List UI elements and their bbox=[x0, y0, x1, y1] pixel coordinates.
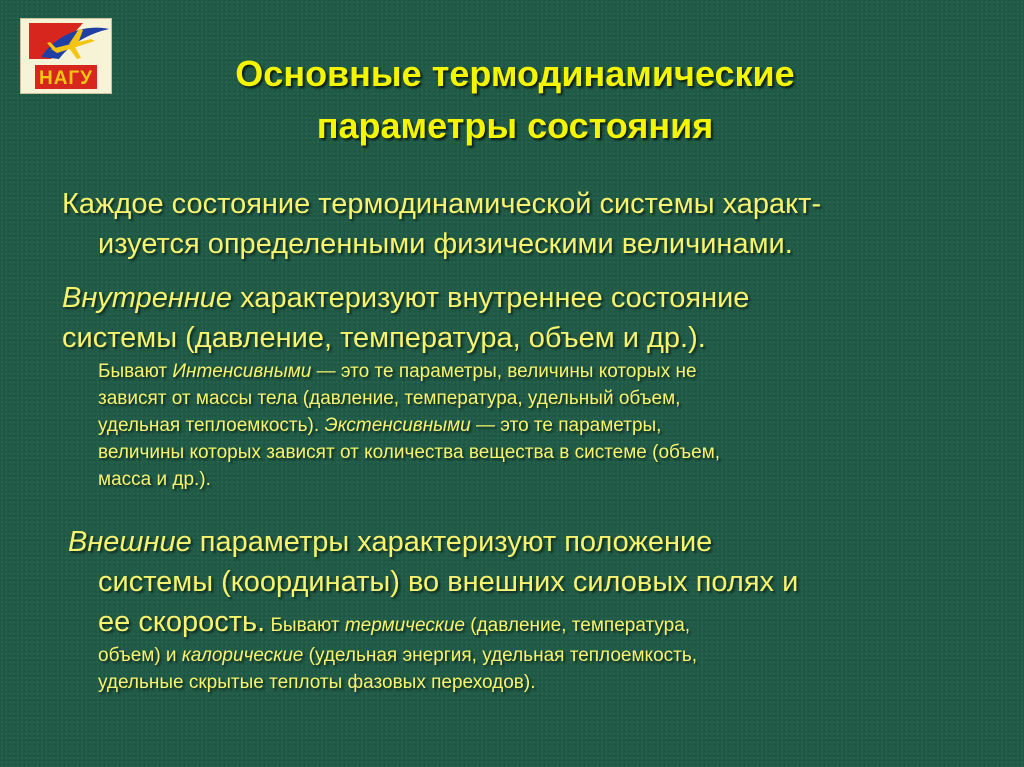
logo-text: НАГУ bbox=[38, 68, 94, 89]
intro-line-2: изуется определенными физическими величинами. bbox=[98, 228, 793, 260]
internal-line-2: системы (давление, температура, объем и др.). bbox=[62, 322, 706, 354]
internal-parameters-paragraph bbox=[62, 278, 749, 493]
internal-sub-line-1-a: Бывают bbox=[98, 361, 173, 382]
intro-line-1: Каждое состояние термодинамической системы характ- bbox=[62, 188, 822, 220]
logo-emblem-icon bbox=[21, 19, 112, 94]
internal-sub-line-1-b: — это те параметры, величины которых не bbox=[311, 361, 697, 382]
internal-sub-line-2: зависят от массы тела (давление, температура, удельный объем, bbox=[98, 388, 681, 409]
university-logo bbox=[20, 18, 112, 94]
internal-line-1 bbox=[62, 278, 749, 318]
external-line-4 bbox=[68, 642, 798, 669]
external-line-3-small-a: Бывают bbox=[265, 615, 345, 636]
external-line-1 bbox=[68, 522, 798, 562]
external-line-3-small-b: (давление, температура, bbox=[464, 615, 691, 636]
internal-sub-line-1 bbox=[98, 358, 749, 385]
external-line-4-a: объем) и bbox=[98, 645, 182, 666]
external-line-3 bbox=[68, 602, 798, 642]
external-term: Внешние bbox=[68, 526, 192, 558]
title-line-1: Основные термодинамические bbox=[235, 53, 795, 94]
external-line-4-b: (удельная энергия, удельная теплоемкость, bbox=[303, 645, 698, 666]
internal-subtext bbox=[62, 358, 749, 493]
extensive-term: Экстенсивными bbox=[324, 415, 471, 436]
caloric-term: калорические bbox=[181, 645, 304, 666]
external-line-1-rest: параметры характеризуют положение bbox=[191, 526, 713, 558]
internal-sub-line-4: величины которых зависят от количества вещества в системе (объем, bbox=[98, 442, 721, 463]
internal-sub-line-5: масса и др.). bbox=[98, 469, 211, 490]
internal-sub-line-3 bbox=[98, 412, 749, 439]
internal-line-1-rest: характеризуют внутреннее состояние bbox=[232, 282, 750, 314]
page-title bbox=[130, 48, 900, 152]
intensive-term: Интенсивными bbox=[172, 361, 312, 382]
external-line-3-big: ее скорость. bbox=[98, 606, 266, 638]
internal-sub-line-3-b: — это те параметры, bbox=[470, 415, 662, 436]
internal-sub-line-3-a: удельная теплоемкость). bbox=[98, 415, 325, 436]
external-line-5: удельные скрытые теплоты фазовых переходов). bbox=[98, 672, 536, 693]
external-line-2: системы (координаты) во внешних силовых полях и bbox=[98, 566, 799, 598]
intro-paragraph bbox=[62, 184, 821, 264]
title-line-2: параметры состояния bbox=[316, 105, 714, 146]
internal-term: Внутренние bbox=[62, 282, 233, 314]
thermal-term: термические bbox=[344, 615, 465, 636]
external-parameters-paragraph bbox=[68, 522, 798, 696]
